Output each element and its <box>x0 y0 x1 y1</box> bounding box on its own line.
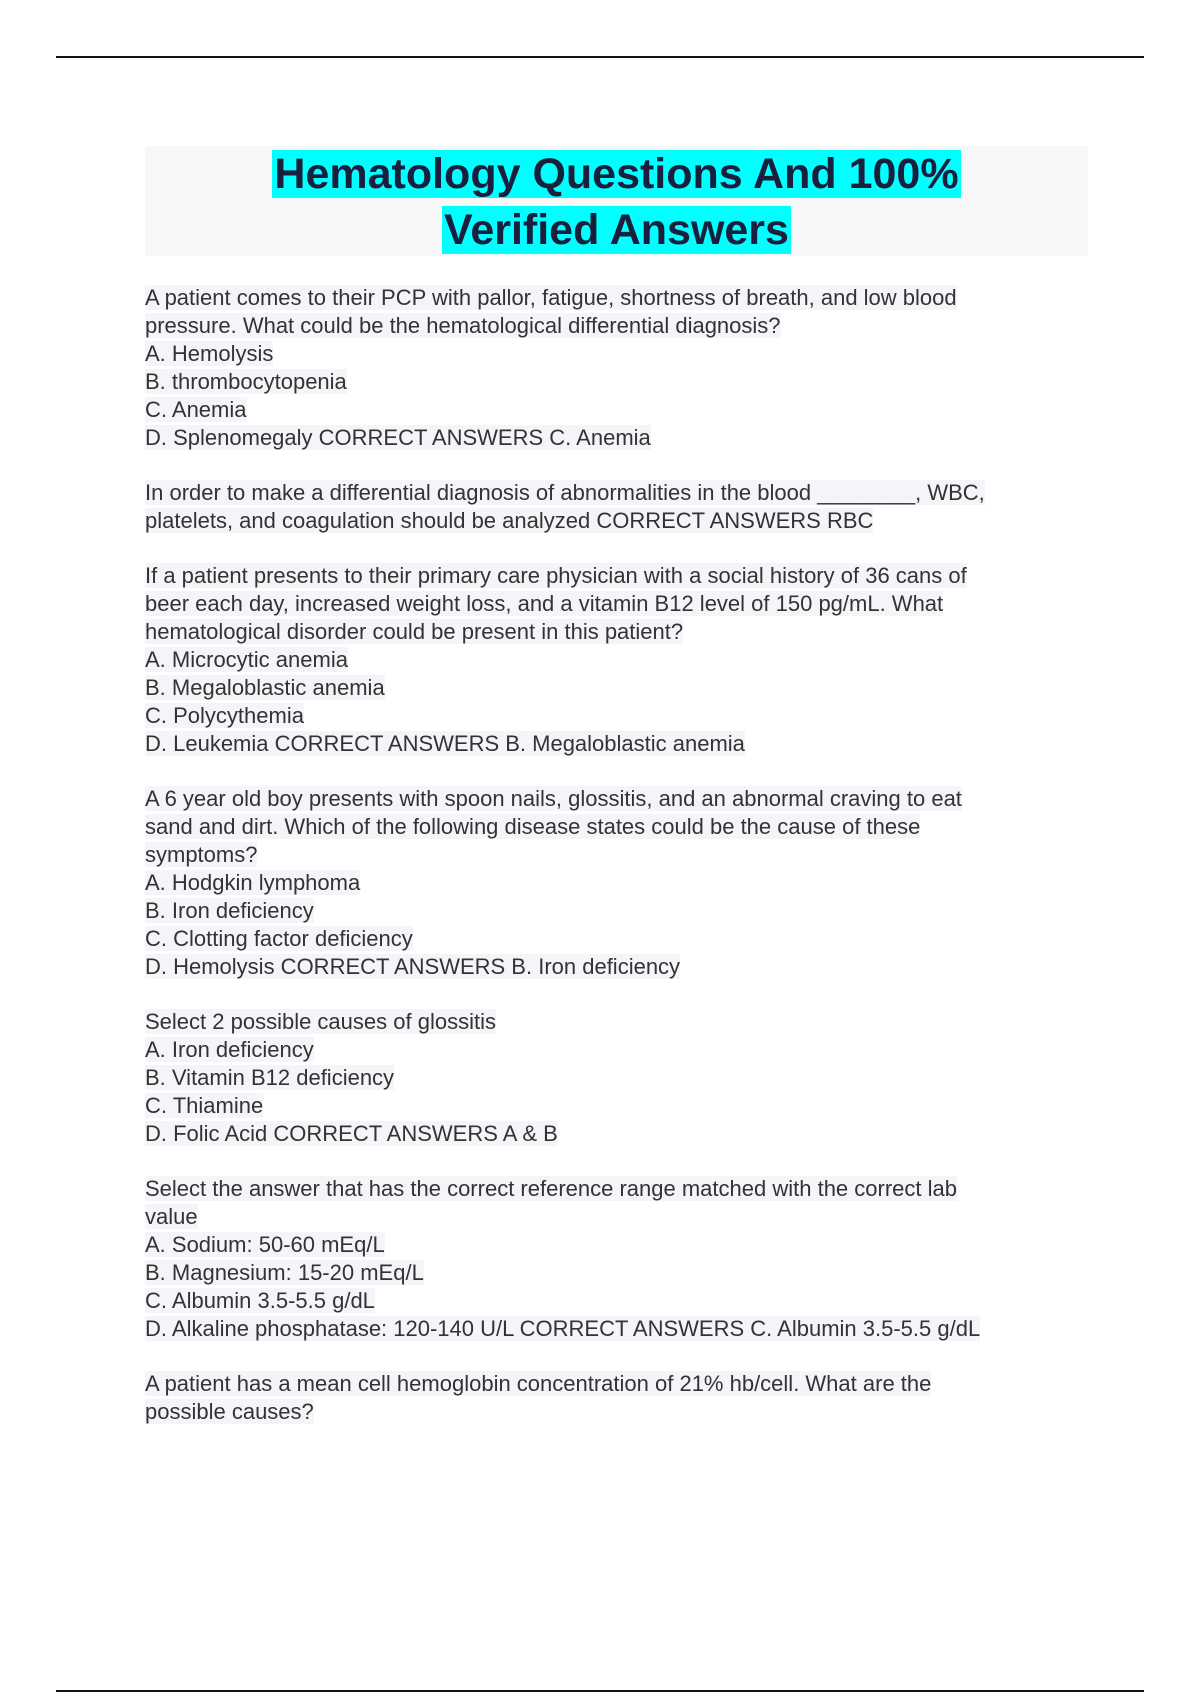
question-line-text: A. Sodium: 50-60 mEq/L <box>145 1232 385 1257</box>
question-line <box>145 702 1080 730</box>
question-line-text: D. Hemolysis CORRECT ANSWERS B. Iron deficiency <box>145 954 681 979</box>
question-line <box>145 1370 1080 1398</box>
question-line-text: A patient comes to their PCP with pallor, fatigue, shortness of breath, and low blood <box>145 285 957 310</box>
question-line <box>145 1120 1080 1148</box>
question-line-text: B. Magnesium: 15-20 mEq/L <box>145 1260 424 1285</box>
question-line-text: C. Anemia <box>145 397 247 422</box>
question-line-text: A. Hemolysis <box>145 341 274 366</box>
question-list <box>145 284 1080 1453</box>
question-line <box>145 897 1080 925</box>
question-line-text: C. Thiamine <box>145 1093 264 1118</box>
question-line-text: hematological disorder could be present in this patient? <box>145 619 684 644</box>
question-line-text: sand and dirt. Which of the following disease states could be the cause of these <box>145 814 921 839</box>
question-line-text: C. Polycythemia <box>145 703 304 728</box>
bottom-rule <box>56 1690 1144 1692</box>
question-line <box>145 674 1080 702</box>
question-line <box>145 590 1080 618</box>
question-line <box>145 925 1080 953</box>
question-line <box>145 284 1080 312</box>
title-band <box>145 146 1088 256</box>
question-line-text: C. Albumin 3.5-5.5 g/dL <box>145 1288 375 1313</box>
question-line <box>145 1064 1080 1092</box>
question-line-text: B. Vitamin B12 deficiency <box>145 1065 395 1090</box>
question-line-text: pressure. What could be the hematological differential diagnosis? <box>145 313 781 338</box>
question-line <box>145 1259 1080 1287</box>
question-line <box>145 1175 1080 1203</box>
question-block <box>145 479 1080 535</box>
question-line-text: B. thrombocytopenia <box>145 369 347 394</box>
question-line-text: B. Iron deficiency <box>145 898 314 923</box>
question-line <box>145 646 1080 674</box>
question-line <box>145 813 1080 841</box>
question-line-text: C. Clotting factor deficiency <box>145 926 413 951</box>
question-line <box>145 1092 1080 1120</box>
question-line <box>145 841 1080 869</box>
question-line-text: A patient has a mean cell hemoglobin concentration of 21% hb/cell. What are the <box>145 1371 932 1396</box>
question-line-text: Select the answer that has the correct reference range matched with the correct lab <box>145 1176 957 1201</box>
question-line <box>145 424 1080 452</box>
question-line <box>145 953 1080 981</box>
question-line-text: possible causes? <box>145 1399 314 1424</box>
question-line <box>145 1008 1080 1036</box>
question-line-text: D. Leukemia CORRECT ANSWERS B. Megaloblastic anemia <box>145 731 745 756</box>
question-block <box>145 1370 1080 1426</box>
question-block <box>145 785 1080 981</box>
question-block <box>145 1175 1080 1343</box>
question-line <box>145 368 1080 396</box>
question-line <box>145 507 1080 535</box>
question-line-text: A. Iron deficiency <box>145 1037 314 1062</box>
top-rule <box>56 56 1144 58</box>
question-line-text: value <box>145 1204 198 1229</box>
question-line <box>145 785 1080 813</box>
question-line <box>145 1287 1080 1315</box>
question-line <box>145 618 1080 646</box>
question-line-text: D. Splenomegaly CORRECT ANSWERS C. Anemia <box>145 425 651 450</box>
question-line <box>145 340 1080 368</box>
question-block <box>145 562 1080 758</box>
question-line-text: Select 2 possible causes of glossitis <box>145 1009 496 1034</box>
question-line <box>145 730 1080 758</box>
question-line <box>145 1203 1080 1231</box>
question-line <box>145 869 1080 897</box>
question-line-text: A. Hodgkin lymphoma <box>145 870 361 895</box>
question-line <box>145 1315 1080 1343</box>
question-line-text: symptoms? <box>145 842 258 867</box>
question-line-text: A 6 year old boy presents with spoon nails, glossitis, and an abnormal craving to eat <box>145 786 962 811</box>
question-line-text: If a patient presents to their primary care physician with a social history of 36 cans of <box>145 563 967 588</box>
question-line-text: In order to make a differential diagnosis of abnormalities in the blood ________, WBC, <box>145 480 985 505</box>
title-line-1: Hematology Questions And 100% <box>274 150 959 198</box>
question-line <box>145 396 1080 424</box>
title-line-2: Verified Answers <box>444 206 789 254</box>
question-line-text: D. Folic Acid CORRECT ANSWERS A & B <box>145 1121 558 1146</box>
document-title <box>145 146 1088 258</box>
question-line <box>145 312 1080 340</box>
question-line-text: B. Megaloblastic anemia <box>145 675 385 700</box>
question-line-text: A. Microcytic anemia <box>145 647 348 672</box>
question-block <box>145 284 1080 452</box>
question-line <box>145 479 1080 507</box>
question-line-text: platelets, and coagulation should be analyzed CORRECT ANSWERS RBC <box>145 508 874 533</box>
question-line <box>145 562 1080 590</box>
question-line-text: D. Alkaline phosphatase: 120-140 U/L CORRECT ANSWERS C. Albumin 3.5-5.5 g/dL <box>145 1316 981 1341</box>
question-line-text: beer each day, increased weight loss, and a vitamin B12 level of 150 pg/mL. What <box>145 591 944 616</box>
question-line <box>145 1036 1080 1064</box>
question-block <box>145 1008 1080 1148</box>
question-line <box>145 1231 1080 1259</box>
question-line <box>145 1398 1080 1426</box>
